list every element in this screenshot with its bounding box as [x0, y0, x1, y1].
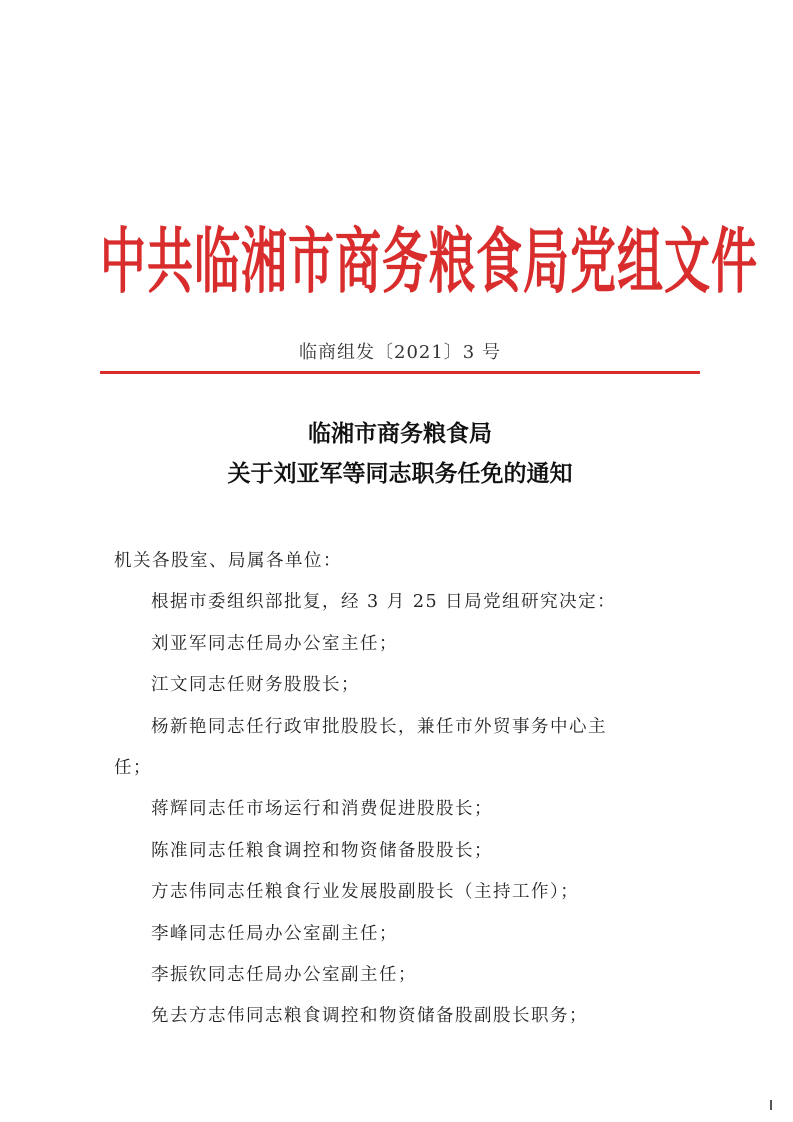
appointment-item: 方志伟同志任粮食行业发展股副股长（主持工作）； [151, 882, 580, 903]
intro-paragraph: 根据市委组织部批复，经 3 月 25 日局党组研究决定： [151, 592, 617, 613]
notice-title-line-2: 关于刘亚军等同志职务任免的通知 [227, 460, 573, 487]
appointment-item: 李振钦同志任局办公室副主任； [151, 965, 417, 986]
scan-edge-mark [770, 1100, 772, 1110]
appointment-item: 刘亚军同志任局办公室主任； [151, 633, 398, 654]
document-number: 临商组发〔2021〕3 号 [299, 342, 501, 363]
document-header-title: 中共临湘市商务粮食局党组文件 [100, 219, 758, 303]
appointment-item: 江文同志任财务股股长； [151, 675, 360, 696]
notice-body [114, 541, 704, 1038]
removal-item: 免去方志伟同志粮食调控和物资储备股副股长职务； [151, 1006, 588, 1027]
appointment-item: 陈准同志任粮食调控和物资储备股股长； [151, 840, 493, 861]
notice-title [80, 414, 720, 494]
appointment-item-continuation: 任； [114, 758, 152, 779]
header-divider [100, 371, 700, 374]
salutation: 机关各股室、局属各单位： [114, 551, 342, 571]
appointment-item: 杨新艳同志任行政审批股股长，兼任市外贸事务中心主 [151, 716, 607, 737]
appointment-item: 蒋辉同志任市场运行和消费促进股股长； [151, 799, 493, 820]
notice-title-line-1: 临湘市商务粮食局 [308, 420, 492, 447]
appointment-item: 李峰同志任局办公室副主任； [151, 923, 398, 944]
